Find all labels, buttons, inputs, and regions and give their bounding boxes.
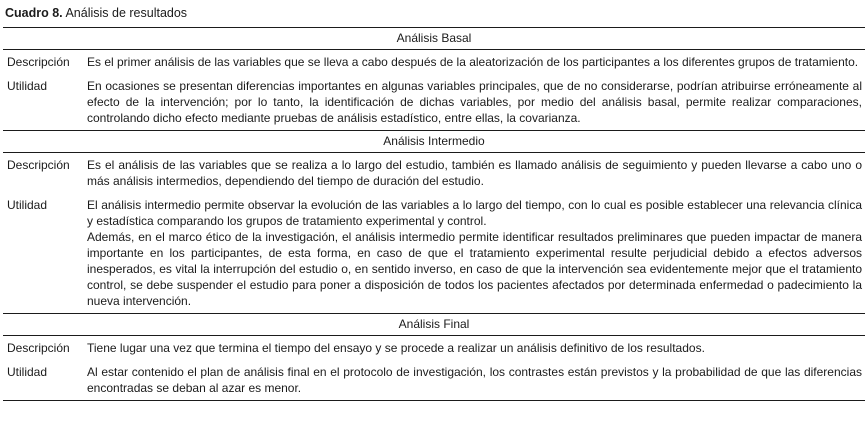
row-label-descripcion: Descripción — [7, 158, 70, 172]
row-content — [87, 197, 865, 309]
section-analisis-intermedio — [3, 130, 865, 313]
paragraph: Es el análisis de las variables que se realiza a lo largo del estudio, también es llamado análisis de seguimiento y pueden llevarse a cabo uno o más análisis intermedios, dependiendo del tiempo de duración del estudio. — [87, 158, 862, 188]
table-row-intermedio-descripcion — [3, 153, 865, 193]
section-header-intermedio: Análisis Intermedio — [3, 131, 865, 153]
row-label-descripcion: Descripción — [7, 55, 70, 69]
row-content — [87, 340, 865, 356]
row-content — [87, 54, 865, 70]
table-caption-label: Cuadro 8. — [5, 6, 63, 20]
row-content — [87, 157, 865, 189]
section-header-final: Análisis Final — [3, 314, 865, 336]
row-content — [87, 364, 865, 396]
row-label-utilidad: Utilidad — [7, 79, 48, 93]
section-header-basal: Análisis Basal — [3, 28, 865, 50]
table-row-final-utilidad — [3, 360, 865, 400]
section-analisis-basal — [3, 27, 865, 130]
section-analisis-final — [3, 313, 865, 400]
paragraph: Tiene lugar una vez que termina el tiempo del ensayo y se procede a realizar un análisis definitivo de los resultados. — [87, 341, 705, 355]
paragraph: En ocasiones se presentan diferencias importantes en algunas variables principales, que de no considerarse, podrían atribuirse erróneamente al efecto de la intervención; por lo tanto, la identificación de dichas variables, por medio del análisis basal, permite realizar comparaciones, controlando dicho efecto mediante pruebas de análisis estadístico, entre ellas, la covarianza. — [87, 79, 862, 125]
paragraph: Al estar contenido el plan de análisis final en el protocolo de investigación, los contrastes están previstos y la probabilidad de que las diferencias encontradas se deban al azar es menor. — [87, 365, 862, 395]
table-caption — [5, 6, 865, 21]
table-row-final-descripcion — [3, 336, 865, 360]
row-label-utilidad: Utilidad — [7, 365, 48, 379]
table-caption-text: Análisis de resultados — [65, 6, 188, 20]
row-label-descripcion: Descripción — [7, 341, 70, 355]
table-row-basal-descripcion — [3, 50, 865, 74]
row-label-utilidad: Utilidad — [7, 198, 48, 212]
paragraph: Además, en el marco ético de la investigación, el análisis intermedio permite identificar resultados preliminares que pueden impactar de manera importante en los participantes, de esta forma, en caso de que el tratamiento experimental resulte perjudicial debido a efectos adversos inesperados, es vital la interrupción del estudio o, en sentido inverso, en caso de que la intervención sea evidentemente mejor que el tratamiento control, se debe suspender el estudio para poner a disposición de todos los pacientes afectados por determinada enfermedad o padecimiento la nueva intervención. — [87, 230, 862, 308]
table-row-intermedio-utilidad — [3, 193, 865, 313]
table-row-basal-utilidad — [3, 74, 865, 130]
paragraph: El análisis intermedio permite observar la evolución de las variables a lo largo del tiempo, con lo cual es posible establecer una relevancia clínica y estadística comparando los grupos de tratamiento experimental y control. — [87, 198, 862, 228]
results-table — [3, 27, 865, 401]
paragraph: Es el primer análisis de las variables que se lleva a cabo después de la aleatorización de los participantes a los diferentes grupos de tratamiento. — [87, 55, 859, 69]
row-content — [87, 78, 865, 126]
